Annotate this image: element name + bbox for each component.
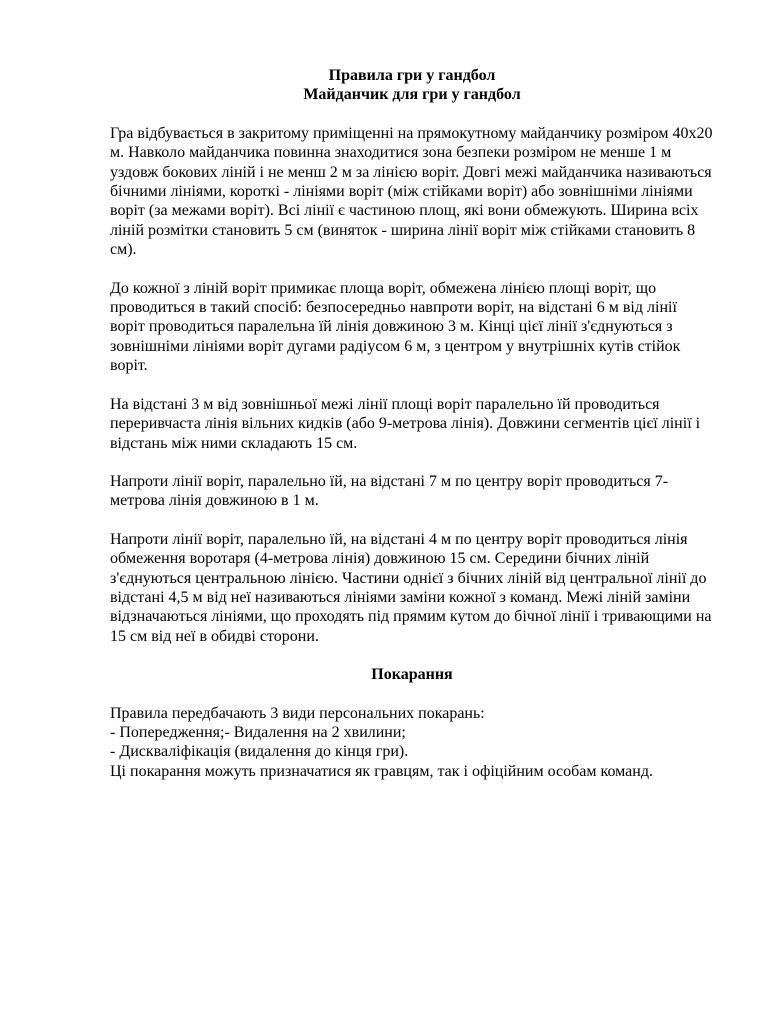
title-spacer xyxy=(110,105,714,124)
document-title: Правила гри у гандбол xyxy=(328,67,496,84)
section-title-penalties: Покарання xyxy=(371,666,453,684)
paragraph-goalkeeper-line: Напроти лінії воріт, паралельно їй, на відстані 4 м по центру воріт проводиться лінія обмеження воротаря (4-метрова лінія) довжиною 15 см. Середини бічних ліній з'єднуються центральною лінією. Частини однієї з бічних ліній від центральної лінії до відстані 4,5 м від неї називаються лініями заміни кожної з команд. Межі ліній заміни відзначаються лініями, що проходять під прямим кутом до бічної лінії і тривающими на 15 см від неї в обидві сторони. xyxy=(110,530,712,645)
paragraph-seven-meter-line: Напроти лінії воріт, паралельно їй, на відстані 7 м по центру воріт проводиться 7-метрова лінія довжиною в 1 м. xyxy=(110,472,669,510)
paragraph-free-throw-line: На відстані 3 м від зовнішньої межі лінії площі воріт паралельно їй проводиться переривчаста лінія вільних кидків (або 9-метрова лінія). Довжини сегментів цієї лінії і відстань між ними складають 15 см. xyxy=(110,395,701,452)
paragraph-goal-area: До кожної з ліній воріт примикає площа воріт, обмежена лінією площі воріт, що проводиться в такий спосіб: безпосередньо навпроти воріт, на відстані 6 м від лінії воріт проводиться паралельна їй лінія довжиною 3 м. Кінці цієї лінії з'єднуються з зовнішніми лініями воріт дугами радіусом 6 м, з центром у внутрішніх кутів стійок воріт. xyxy=(110,279,681,375)
paragraph-court-dimensions: Гра відбувається в закритому приміщенні на прямокутному майданчику розміром 40х20 м. Навколо майданчика повинна знаходитися зона безпеки розміром не менше 1 м уздовж бокових ліній і не менш 2 м за лінією воріт. Довгі межі майданчика називаються бічними лініями, короткі - лініями воріт (між стійками воріт) або зовнішніми лініями воріт (за межами воріт). Всі лінії є частиною площ, які вони обмежують. Ширина всіх ліній розмітки становить 5 см (виняток - ширина лінії воріт між стійками становить 8 см). xyxy=(110,124,713,259)
penalties-line: Ці покарання можуть призначатися як гравцям, так і офіційним особам команд. xyxy=(110,762,653,780)
penalties-line: - Попередження;- Видалення на 2 хвилини; xyxy=(110,723,406,741)
penalties-line: - Дискваліфікація (видалення до кінця гри). xyxy=(110,743,409,761)
document-page xyxy=(110,66,714,800)
document-subtitle: Майданчик для гри у гандбол xyxy=(303,86,521,104)
paragraph-penalties xyxy=(110,704,714,782)
penalties-line: Правила передбачають 3 види персональних покарань: xyxy=(110,704,485,722)
